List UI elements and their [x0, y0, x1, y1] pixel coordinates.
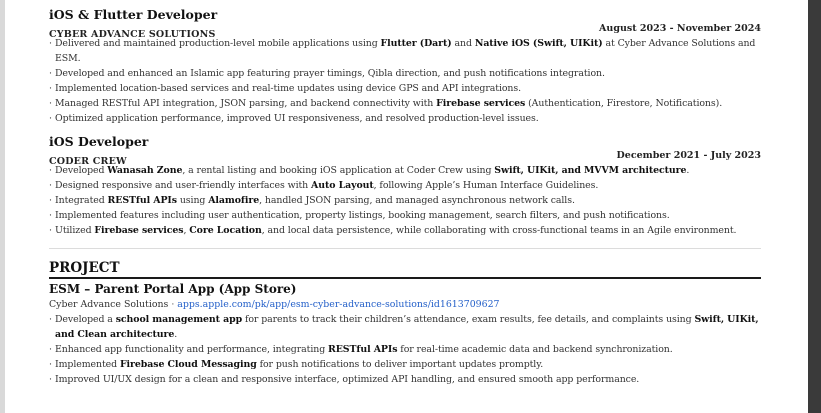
- bullet-text: and: [451, 38, 475, 49]
- bullet-text: Implemented: [55, 359, 120, 370]
- bullet-text: Enhanced app functionality and performance, integrating: [55, 344, 329, 355]
- bullet-text: , a rental listing and booking iOS application at Coder Crew using: [182, 165, 495, 176]
- separator-dot: ·: [171, 299, 175, 310]
- experience-entry-1: [49, 7, 761, 126]
- bold-text: RESTful APIs: [328, 344, 398, 355]
- experience-entry-2: [49, 134, 761, 238]
- bold-text: Firebase Cloud Messaging: [119, 359, 257, 370]
- bullet-item: [49, 36, 761, 66]
- bold-text: RESTful APIs: [107, 195, 177, 206]
- bullet-text: Optimized application performance, improved UI responsiveness, and resolved production-level issues.: [55, 113, 539, 124]
- bullet-marker: ·: [49, 68, 52, 79]
- bullet-marker: ·: [49, 314, 52, 325]
- bullet-text: Designed responsive and user-friendly interfaces with: [55, 180, 312, 191]
- bullet-text: at Cyber Advance Solutions and ESM.: [55, 38, 756, 64]
- project-section-heading: PROJECT: [49, 260, 120, 276]
- bullet-item: [49, 193, 761, 208]
- bold-text: Flutter (Dart): [380, 38, 452, 49]
- heading-rule: [49, 277, 761, 279]
- section-divider: [49, 248, 761, 249]
- left-page-edge: [0, 0, 5, 413]
- employment-dates: December 2021 - July 2023: [616, 150, 761, 161]
- job-title: iOS Developer: [49, 134, 149, 149]
- project-subline: [49, 297, 761, 312]
- bullet-item: [49, 96, 761, 111]
- company-row: [49, 149, 761, 167]
- responsibility-list: [49, 36, 761, 126]
- bullet-text: Developed: [55, 165, 108, 176]
- bold-text: Auto Layout: [311, 180, 374, 191]
- bullet-text: Delivered and maintained production-level mobile applications using: [55, 38, 381, 49]
- bold-text: Alamofire: [208, 195, 260, 206]
- bullet-item: [49, 178, 761, 193]
- bullet-text: for real-time academic data and backend synchronization.: [397, 344, 673, 355]
- bullet-text: Implemented features including user authentication, property listings, booking management, search filters, and push notifications.: [55, 210, 670, 221]
- bullet-item: [49, 223, 761, 238]
- bullet-item: [49, 163, 761, 178]
- bullet-text: .: [174, 329, 178, 340]
- bold-text: Wanasah Zone: [107, 165, 183, 176]
- bullet-text: (Authentication, Firestore, Notifications).: [525, 98, 723, 109]
- bullet-text: Implemented location-based services and real-time updates using device GPS and API integrations.: [55, 83, 522, 94]
- bullet-marker: ·: [49, 210, 52, 221]
- bullet-text: , handled JSON parsing, and managed asynchronous network calls.: [259, 195, 575, 206]
- project-title: ESM – Parent Portal App (App Store): [49, 282, 297, 296]
- bullet-item: [49, 312, 761, 342]
- bullet-marker: ·: [49, 344, 52, 355]
- bullet-text: Developed and enhanced an Islamic app featuring prayer timings, Qibla direction, and push notifications integration.: [55, 68, 605, 79]
- bullet-text: Improved UI/UX design for a clean and responsive interface, optimized API handling, and ensured smooth app performance.: [55, 374, 640, 385]
- company-name: CODER CREW: [49, 156, 127, 167]
- bullet-item: [49, 357, 761, 372]
- company-name: CYBER ADVANCE SOLUTIONS: [49, 29, 216, 40]
- project-entry: [49, 282, 761, 387]
- bullet-item: [49, 81, 761, 96]
- bullet-item: [49, 372, 761, 387]
- bold-text: school management app: [115, 314, 243, 325]
- company-row: [49, 22, 761, 40]
- responsibility-list: [49, 163, 761, 238]
- bullet-marker: ·: [49, 195, 52, 206]
- job-title: iOS & Flutter Developer: [49, 7, 218, 22]
- employment-dates: August 2023 - November 2024: [599, 23, 761, 34]
- bullet-text: ,: [183, 225, 190, 236]
- bullet-marker: ·: [49, 225, 52, 236]
- bullet-text: using: [176, 195, 209, 206]
- bold-text: Core Location: [189, 225, 262, 236]
- bullet-item: [49, 342, 761, 357]
- bullet-text: Developed a: [55, 314, 116, 325]
- bullet-marker: ·: [49, 113, 52, 124]
- bold-text: Swift, UIKit, and Clean architecture: [55, 314, 759, 340]
- bold-text: Native iOS (Swift, UIKit): [474, 38, 603, 49]
- bullet-marker: ·: [49, 98, 52, 109]
- bullet-text: .: [686, 165, 690, 176]
- bullet-text: Integrated: [55, 195, 108, 206]
- project-bullet-list: [49, 312, 761, 387]
- bullet-marker: ·: [49, 83, 52, 94]
- bullet-marker: ·: [49, 180, 52, 191]
- bullet-marker: ·: [49, 359, 52, 370]
- bullet-marker: ·: [49, 165, 52, 176]
- bullet-marker: ·: [49, 38, 52, 49]
- app-store-link[interactable]: apps.apple.com/pk/app/esm-cyber-advance-solutions/id1613709627: [177, 299, 500, 310]
- bullet-item: [49, 111, 761, 126]
- bullet-text: for parents to track their children’s attendance, exam results, fee details, and complaints using: [242, 314, 695, 325]
- bullet-item: [49, 66, 761, 81]
- bold-text: Firebase services: [436, 98, 526, 109]
- bold-text: Firebase services: [94, 225, 184, 236]
- bullet-text: , and local data persistence, while collaborating with cross-functional teams in an Agile environment.: [261, 225, 737, 236]
- bold-text: Swift, UIKit, and MVVM architecture: [494, 165, 687, 176]
- bullet-marker: ·: [49, 374, 52, 385]
- resume-page: [49, 7, 761, 387]
- bullet-text: , following Apple’s Human Interface Guidelines.: [373, 180, 599, 191]
- right-scrollbar-area[interactable]: [808, 0, 821, 413]
- bullet-text: Managed RESTful API integration, JSON parsing, and backend connectivity with: [55, 98, 437, 109]
- bullet-text: Utilized: [55, 225, 95, 236]
- project-organization: Cyber Advance Solutions: [49, 299, 169, 310]
- bullet-item: [49, 208, 761, 223]
- bullet-text: for push notifications to deliver important updates promptly.: [256, 359, 544, 370]
